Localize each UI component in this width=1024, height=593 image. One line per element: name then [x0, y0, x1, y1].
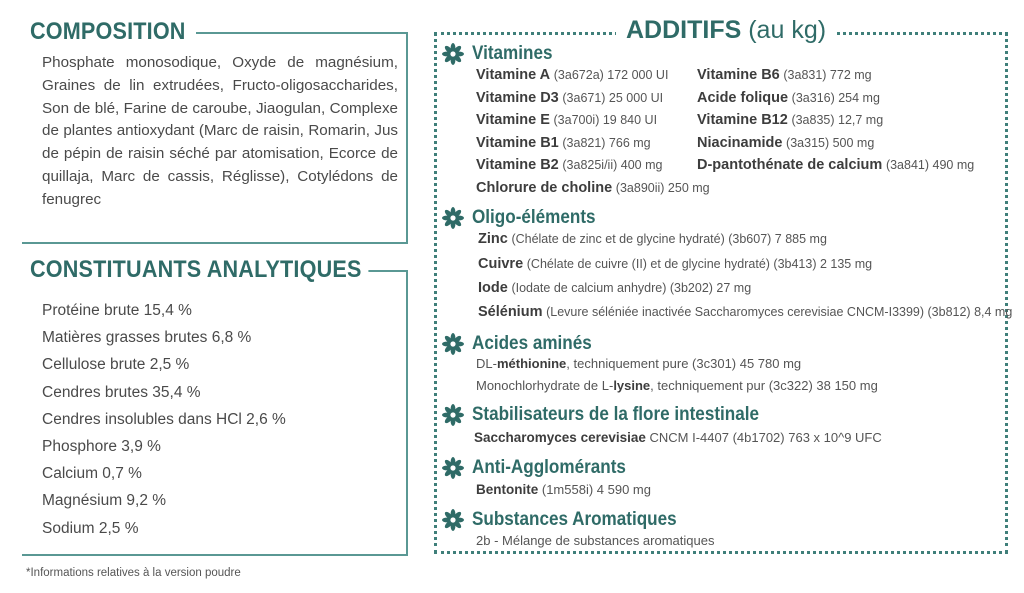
list-item: Vitamine B1 (3a821) 766 mg — [476, 135, 651, 151]
list-item: Vitamine A (3a672a) 172 000 UI — [476, 67, 669, 83]
constituants-title: CONSTITUANTS ANALYTIQUES — [30, 256, 369, 284]
list-item: Zinc (Chélate de zinc et de glycine hydraté) (3b607) 7 885 mg — [478, 231, 827, 247]
additifs-title-sub: (au kg) — [748, 16, 827, 44]
footnote: *Informations relatives à la version poudre — [26, 567, 241, 579]
list-item: Vitamine D3 (3a671) 25 000 UI — [476, 90, 664, 106]
list-item: 2b - Mélange de substances aromatiques — [476, 533, 715, 548]
list-item: D-pantothénate de calcium (3a841) 490 mg — [697, 157, 975, 173]
list-item: Protéine brute 15,4 % — [42, 302, 192, 319]
composition-text: Phosphate monosodique, Oxyde de magnésium, Graines de lin extrudées, Fructo-oligosaccharides, Son de blé, Farine de caroube, Jiaogulan, Complexe de plantes antioxydant (Marc de raisin, Romarin, Jus de pépin de raisin séché par atomisation, Ecorce de quillaja, Marc de cassis, Réglisse), Cotylédons de fenugrec — [42, 54, 398, 208]
star-burst-icon — [442, 509, 464, 531]
list-item: Vitamine B6 (3a831) 772 mg — [697, 67, 872, 83]
list-item: Saccharomyces cerevisiae CNCM I-4407 (4b1702) 763 x 10^9 UFC — [474, 430, 882, 445]
list-item: Iode (Iodate de calcium anhydre) (3b202) 27 mg — [478, 280, 752, 296]
list-item: Vitamine B2 (3a825i/ii) 400 mg — [476, 157, 663, 173]
additifs-title — [616, 16, 836, 45]
section-label: Stabilisateurs de la flore intestinale — [472, 404, 760, 425]
composition-title: COMPOSITION — [30, 18, 193, 46]
list-item: Acide folique (3a316) 254 mg — [697, 90, 880, 106]
list-item: Magnésium 9,2 % — [42, 492, 167, 510]
list-item: Niacinamide (3a315) 500 mg — [697, 135, 875, 151]
list-item: Sodium 2,5 % — [42, 519, 139, 537]
list-item: DL-méthionine, techniquement pure (3c301) 45 780 mg — [476, 356, 802, 371]
list-item: Vitamine B12 (3a835) 12,7 mg — [697, 112, 884, 128]
additifs-title-main: ADDITIFS — [626, 16, 742, 44]
star-burst-icon — [442, 207, 464, 229]
list-item: Vitamine E (3a700i) 19 840 UI — [476, 112, 658, 128]
list-item: Cellulose brute 2,5 % — [42, 356, 190, 374]
list-item: Cuivre (Chélate de cuivre (II) et de glycine hydraté) (3b413) 2 135 mg — [478, 256, 873, 272]
list-item: Cendres brutes 35,4 % — [42, 383, 201, 401]
section-label: Vitamines — [472, 43, 553, 64]
list-item: Calcium 0,7 % — [42, 465, 142, 483]
star-burst-icon — [442, 404, 464, 426]
star-burst-icon — [442, 333, 464, 355]
list-item: Chlorure de choline (3a890ii) 250 mg — [476, 180, 710, 196]
list-item: Cendres insolubles dans HCl 2,6 % — [42, 410, 286, 428]
section-label: Substances Aromatiques — [472, 509, 677, 530]
composition-title-rule — [196, 32, 408, 34]
constituants-list — [42, 297, 286, 542]
list-item: Sélénium (Levure séléniée inactivée Saccharomyces cerevisiae CNCM-I3399) (3b812) 8,4 mg — [478, 304, 1013, 320]
list-item: Matières grasses brutes 6,8 % — [42, 329, 252, 347]
list-item: Monochlorhydrate de L-lysine, techniquement pur (3c322) 38 150 mg — [476, 378, 878, 393]
list-item: Phosphore 3,9 % — [42, 437, 161, 455]
section-label: Oligo-éléments — [472, 207, 596, 228]
section-label: Acides aminés — [472, 333, 592, 354]
section-label: Anti-Agglomérants — [472, 457, 626, 478]
list-item: Bentonite (1m558i) 4 590 mg — [476, 482, 651, 497]
star-burst-icon — [442, 43, 464, 65]
star-burst-icon — [442, 457, 464, 479]
